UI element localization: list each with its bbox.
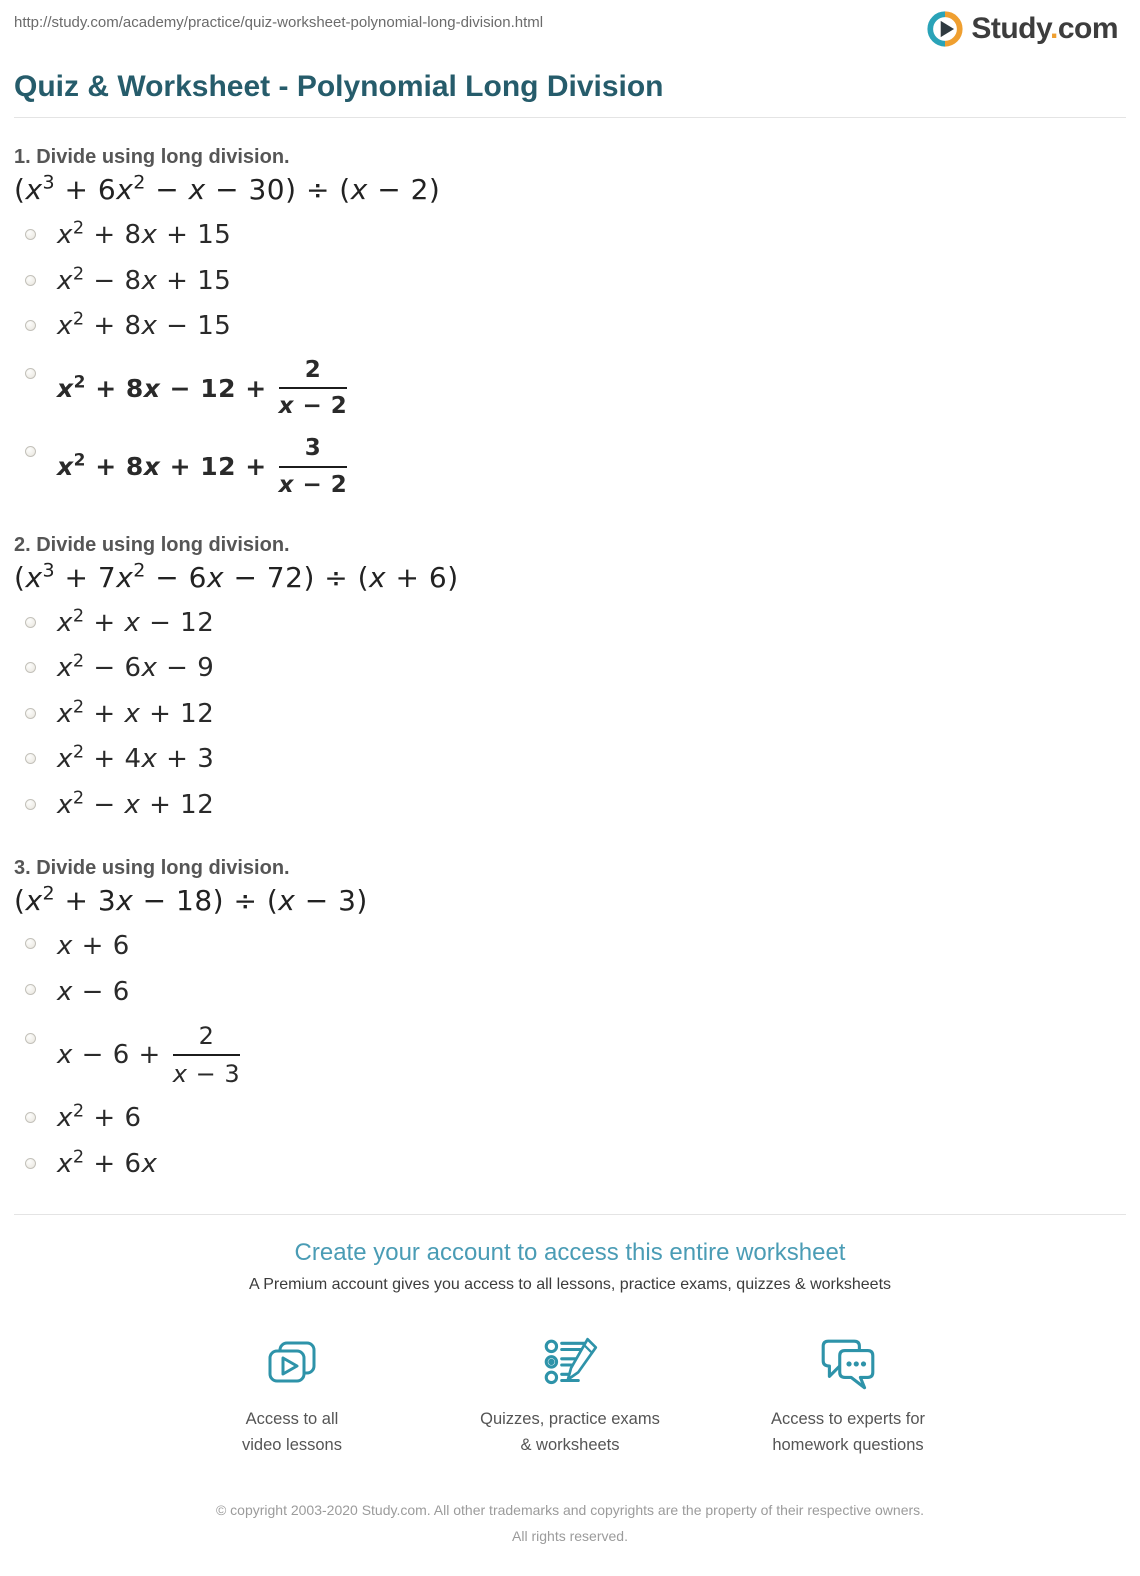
question-2 bbox=[14, 534, 1126, 822]
radio-button[interactable] bbox=[25, 1112, 36, 1123]
option-text: x − 6 bbox=[57, 976, 130, 1007]
question-2-options bbox=[14, 607, 1126, 822]
feature-video-lessons bbox=[187, 1334, 397, 1458]
radio-button[interactable] bbox=[25, 320, 36, 331]
option-text bbox=[57, 356, 347, 422]
answer-option[interactable] bbox=[14, 265, 1126, 298]
option-text: $x^2 + x - 12$ bbox=[57, 605, 215, 638]
radio-button[interactable] bbox=[25, 984, 36, 995]
question-1-equation: $(x^3 + 6x^2 - x - 30) \div (x - 2)$ bbox=[14, 171, 441, 206]
radio-button[interactable] bbox=[25, 938, 36, 949]
question-1-header: 1. Divide using long division. bbox=[14, 146, 290, 168]
option-prefix: $x^2 + 8x - 12$ + bbox=[57, 372, 267, 403]
option-text: $x^2 - x + 12$ bbox=[57, 787, 215, 820]
answer-option[interactable] bbox=[14, 698, 1126, 731]
video-lessons-icon bbox=[262, 1334, 322, 1396]
copyright-text: © copyright 2003-2020 Study.com. All other trademarks and copyrights are the property of their respective owners. All rights reserved. bbox=[215, 1502, 925, 1545]
option-text: $x^2 - 6x - 9$ bbox=[57, 651, 215, 683]
radio-button[interactable] bbox=[25, 799, 36, 810]
answer-option[interactable] bbox=[14, 607, 1126, 640]
title-divider bbox=[14, 117, 1126, 118]
answer-option[interactable] bbox=[14, 1102, 1126, 1135]
radio-button[interactable] bbox=[25, 368, 36, 379]
question-1 bbox=[14, 146, 1126, 500]
fraction-denominator: x − 2 bbox=[278, 471, 348, 498]
radio-button[interactable] bbox=[25, 662, 36, 673]
fraction-numerator: 2 bbox=[173, 1021, 240, 1056]
question-3-options bbox=[14, 930, 1126, 1180]
answer-option[interactable] bbox=[14, 356, 1126, 422]
option-text bbox=[57, 434, 347, 500]
studycom-logo[interactable] bbox=[926, 10, 1126, 48]
answer-option[interactable] bbox=[14, 743, 1126, 776]
experts-icon bbox=[817, 1334, 879, 1396]
answer-option[interactable] bbox=[14, 789, 1126, 822]
question-3 bbox=[14, 857, 1126, 1180]
answer-option[interactable] bbox=[14, 310, 1126, 343]
page-title: Quiz & Worksheet - Polynomial Long Division bbox=[14, 70, 664, 103]
radio-button[interactable] bbox=[25, 1033, 36, 1044]
quizzes-icon bbox=[539, 1334, 601, 1396]
option-text: $x^2 + 6x$ bbox=[57, 1146, 158, 1179]
answer-option[interactable] bbox=[14, 930, 1126, 963]
studycom-logo-text: Study.com bbox=[971, 12, 1118, 45]
answer-option[interactable] bbox=[14, 1148, 1126, 1181]
answer-option[interactable] bbox=[14, 434, 1126, 500]
fraction bbox=[279, 356, 348, 422]
option-text: $x^2 + 4x + 3$ bbox=[57, 742, 215, 774]
answer-option[interactable] bbox=[14, 652, 1126, 685]
studycom-logo-icon bbox=[926, 10, 964, 48]
answer-option[interactable] bbox=[14, 976, 1126, 1009]
question-3-equation: $(x^2 + 3x - 18) \div (x - 3)$ bbox=[14, 882, 368, 917]
fraction bbox=[279, 434, 348, 500]
fraction-denominator: x − 3 bbox=[172, 1060, 241, 1088]
answer-option[interactable] bbox=[14, 1021, 1126, 1089]
option-text: $x^2 + 8x + 15$ bbox=[57, 218, 232, 250]
radio-button[interactable] bbox=[25, 617, 36, 628]
option-text: $x^2 - 8x + 15$ bbox=[57, 263, 232, 296]
radio-button[interactable] bbox=[25, 275, 36, 286]
answer-option[interactable] bbox=[14, 219, 1126, 252]
fraction-numerator: 3 bbox=[279, 434, 348, 468]
fraction-denominator: x − 2 bbox=[278, 393, 348, 420]
feature-label: Quizzes, practice exams & worksheets bbox=[480, 1410, 660, 1454]
feature-label: Access to all video lessons bbox=[242, 1410, 342, 1454]
top-bar bbox=[14, 0, 1126, 48]
cta-heading: Create your account to access this entire worksheet bbox=[294, 1239, 846, 1266]
feature-list bbox=[14, 1334, 1126, 1458]
option-text: $x^2 + 8x - 15$ bbox=[57, 309, 232, 341]
fraction-numerator: 2 bbox=[279, 356, 348, 390]
feature-label: Access to experts for homework questions bbox=[770, 1410, 926, 1454]
radio-button[interactable] bbox=[25, 753, 36, 764]
radio-button[interactable] bbox=[25, 446, 36, 457]
option-text: $x^2 + 6$ bbox=[57, 1101, 142, 1133]
feature-experts bbox=[743, 1334, 953, 1458]
option-prefix: $x^2 + 8x + 12$ + bbox=[57, 450, 267, 482]
question-2-equation: $(x^3 + 7x^2 - 6x - 72) \div (x + 6)$ bbox=[14, 559, 459, 594]
cta-section bbox=[14, 1215, 1126, 1458]
option-prefix: x − 6 + bbox=[57, 1039, 161, 1070]
option-text bbox=[57, 1021, 240, 1089]
option-text: x + 6 bbox=[57, 931, 130, 961]
cta-subheading: A Premium account gives you access to all lessons, practice exams, quizzes & worksheets bbox=[248, 1276, 892, 1293]
question-1-options bbox=[14, 219, 1126, 500]
feature-quizzes bbox=[465, 1334, 675, 1458]
radio-button[interactable] bbox=[25, 229, 36, 240]
page-url: http://study.com/academy/practice/quiz-worksheet-polynomial-long-division.html bbox=[14, 14, 544, 31]
radio-button[interactable] bbox=[25, 1158, 36, 1169]
question-2-header: 2. Divide using long division. bbox=[14, 533, 290, 556]
question-3-header: 3. Divide using long division. bbox=[14, 857, 290, 879]
fraction bbox=[173, 1021, 240, 1089]
option-text: $x^2 + x + 12$ bbox=[57, 696, 215, 729]
radio-button[interactable] bbox=[25, 708, 36, 719]
page-footer bbox=[14, 1498, 1126, 1576]
